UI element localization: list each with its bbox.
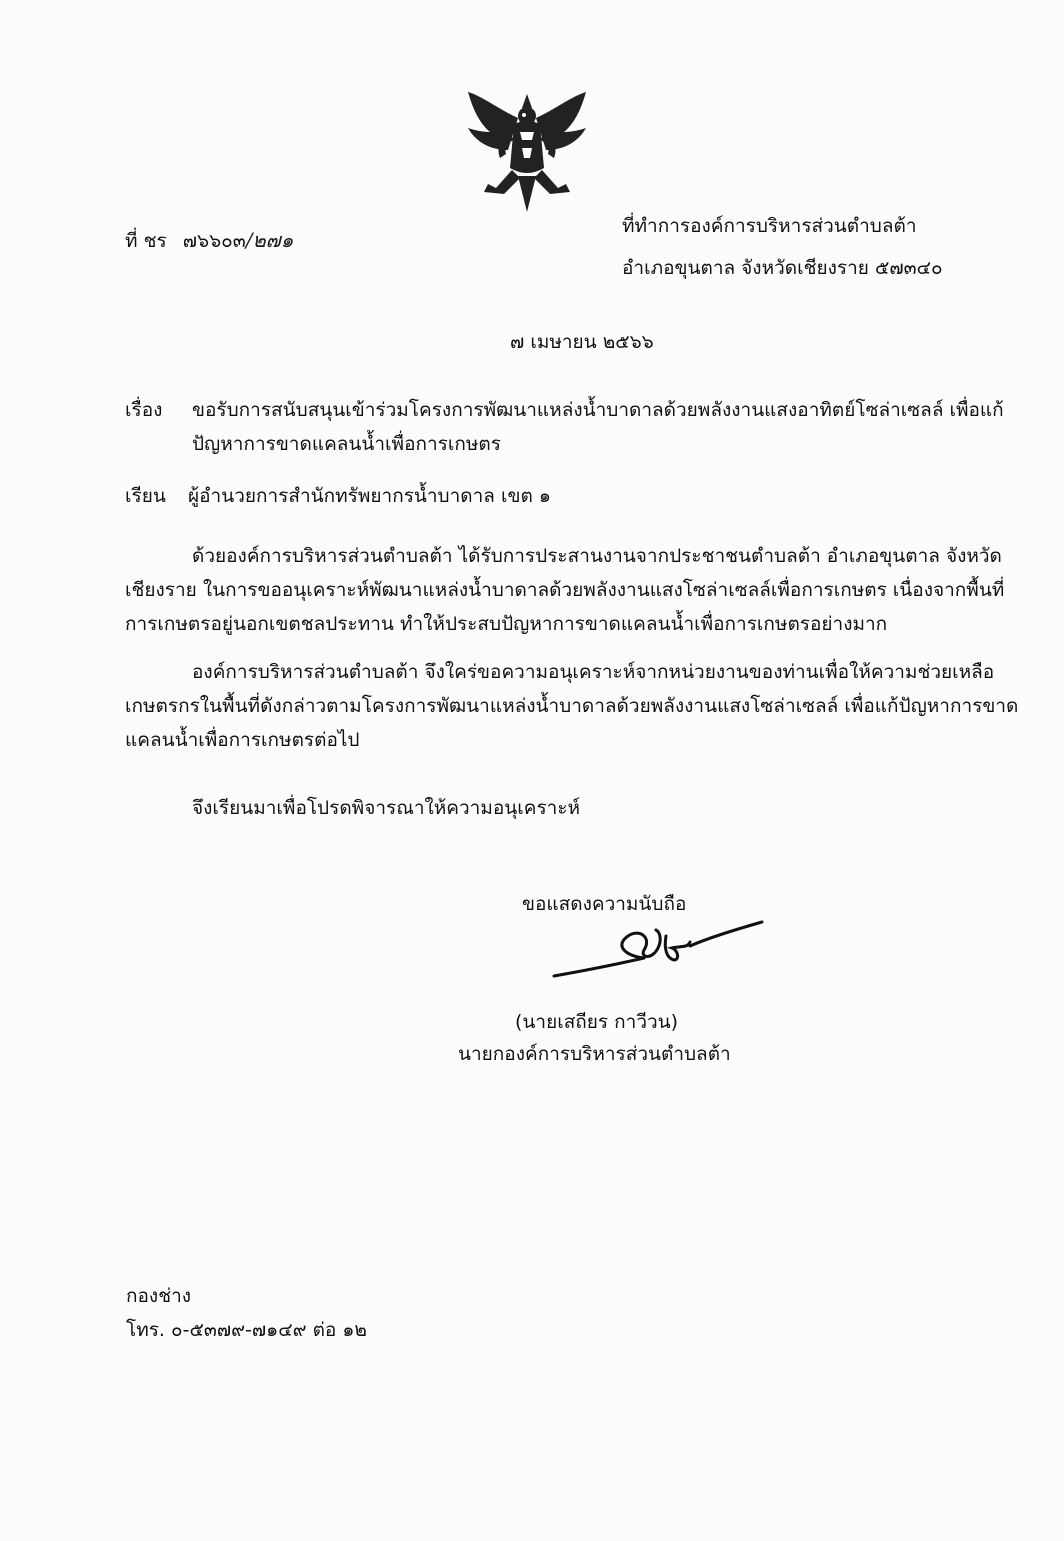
ref-handwritten: /๒๗๑ — [245, 228, 294, 252]
subject-line2: ปัญหาการขาดแคลนน้ำเพื่อการเกษตร — [192, 433, 501, 455]
body-p2-line1: องค์การบริหารส่วนตำบลต้า จึงใคร่ขอความอนุเคราะห์จากหน่วยงานของท่านเพื่อให้ความช่วยเหลือ — [192, 661, 995, 683]
office-address-line1: ที่ทำการองค์การบริหารส่วนตำบลต้า — [622, 215, 917, 237]
signatory-position: นายกองค์การบริหารส่วนตำบลต้า — [458, 1043, 731, 1065]
subject-label: เรื่อง — [125, 399, 163, 421]
body-p1-line2: เชียงราย ในการขออนุเคราะห์พัฒนาแหล่งน้ำบาดาลด้วยพลังงานแสงโซล่าเซลล์เพื่อการเกษตร เนื่องจากพื้นที่ — [125, 579, 1005, 601]
subject-line1: ขอรับการสนับสนุนเข้าร่วมโครงการพัฒนาแหล่งน้ำบาดาลด้วยพลังงานแสงอาทิตย์โซล่าเซลล์ เพื่อแก้ — [192, 399, 1004, 421]
body-p2-line2: เกษตรกรในพื้นที่ดังกล่าวตามโครงการพัฒนาแหล่งน้ำบาดาลด้วยพลังงานแสงโซล่าเซลล์ เพื่อแก้ปัญหาการขาด — [125, 695, 1019, 717]
letter-date: ๗ เมษายน ๒๕๖๖ — [510, 331, 654, 353]
body-p3: จึงเรียนมาเพื่อโปรดพิจารณาให้ความอนุเคราะห์ — [192, 797, 581, 819]
footer-phone: โทร. ๐-๕๓๗๙-๗๑๔๙ ต่อ ๑๒ — [126, 1319, 367, 1341]
body-p1-line1: ด้วยองค์การบริหารส่วนตำบลต้า ได้รับการประสานงานจากประชาชนตำบลต้า อำเภอขุนตาล จังหวัด — [192, 545, 1002, 567]
closing-respect: ขอแสดงความนับถือ — [522, 893, 687, 915]
office-address-line2: อำเภอขุนตาล จังหวัดเชียงราย ๕๗๓๔๐ — [622, 257, 943, 279]
footer-department: กองช่าง — [126, 1285, 192, 1307]
body-p2-line3: แคลนน้ำเพื่อการเกษตรต่อไป — [125, 729, 360, 751]
ref-number: ๗๖๖๐๓ — [182, 230, 246, 252]
ref-prefix: ที่ ชร — [125, 230, 167, 252]
body-p1-line3: การเกษตรอยู่นอกเขตชลประทาน ทำให้ประสบปัญหาการขาดแคลนน้ำเพื่อการเกษตรอย่างมาก — [125, 613, 888, 635]
garuda-emblem-icon — [460, 88, 594, 222]
signature-icon — [548, 912, 768, 992]
reference-number — [125, 228, 293, 253]
recipient-text: ผู้อำนวยการสำนักทรัพยากรน้ำบาดาล เขต ๑ — [188, 485, 551, 507]
signatory-name: (นายเสถียร กาวีวน) — [515, 1011, 679, 1033]
recipient-label: เรียน — [125, 485, 166, 507]
